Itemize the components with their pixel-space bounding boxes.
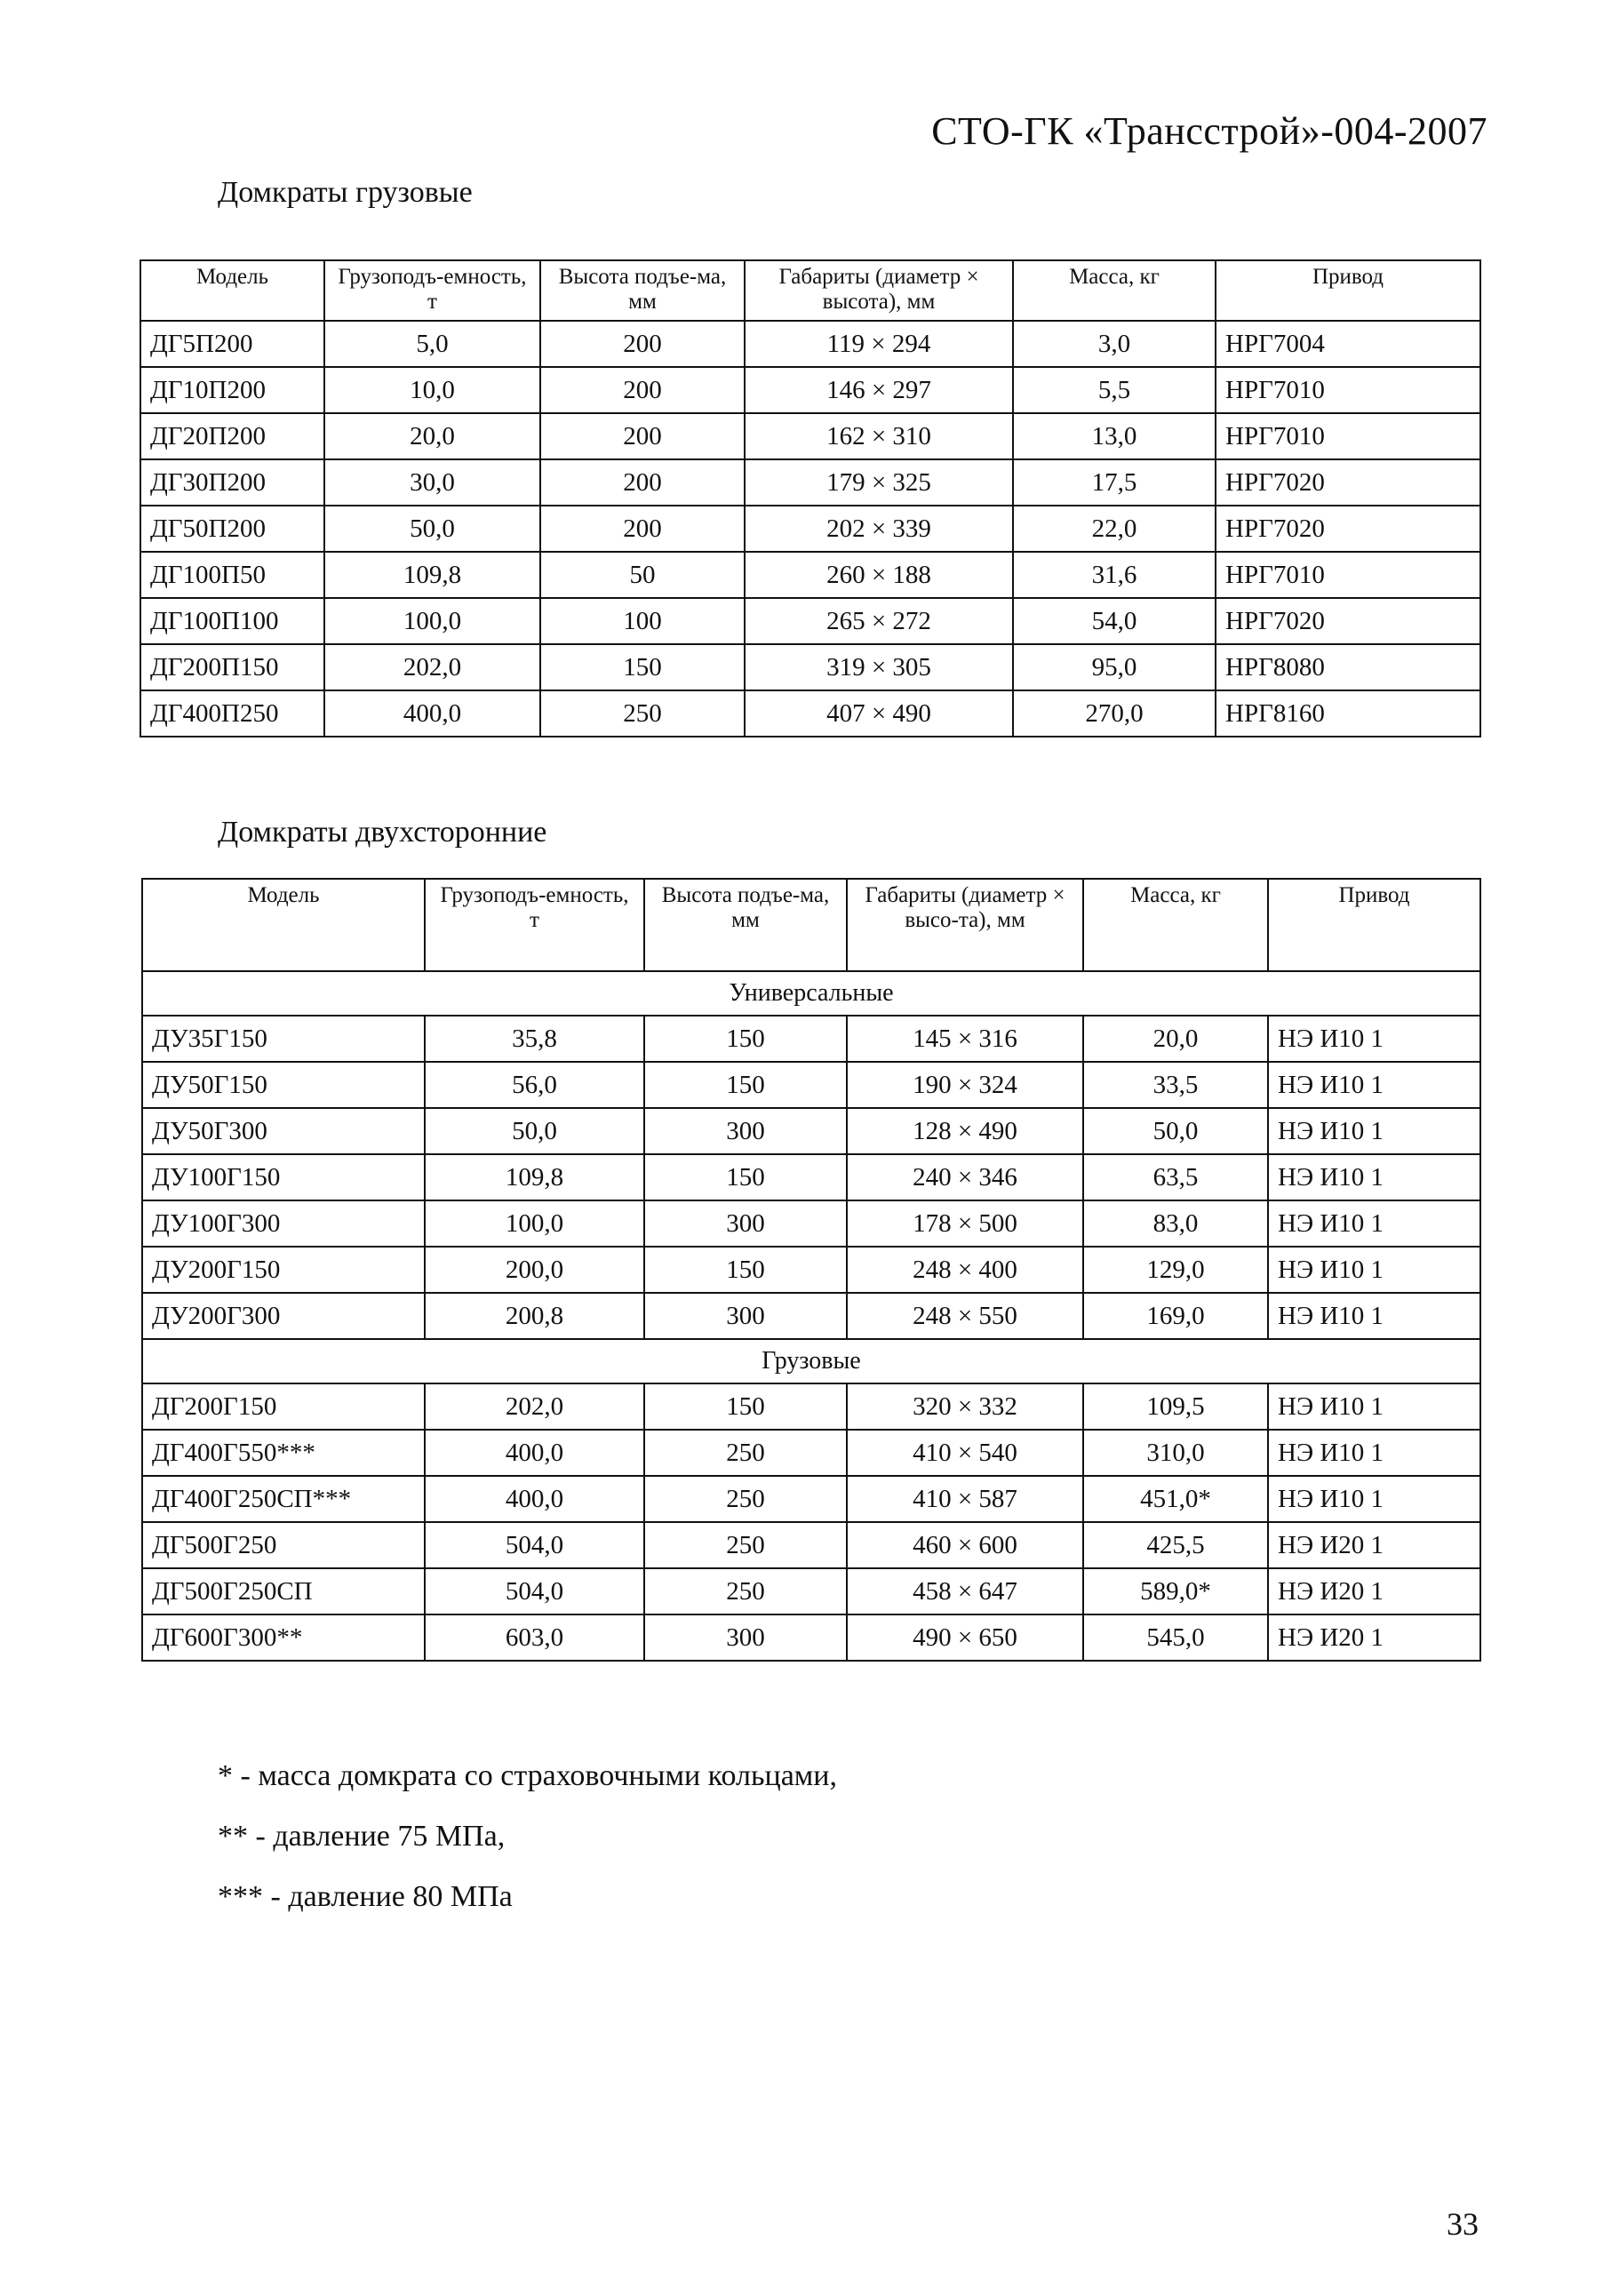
table-cell: НЭ И10 1 xyxy=(1268,1154,1480,1200)
section-row xyxy=(142,1339,1480,1383)
table-cell: 260 × 188 xyxy=(745,552,1013,598)
table-cell: ДГ400Г550*** xyxy=(142,1430,425,1476)
table-cell: ДУ50Г150 xyxy=(142,1062,425,1108)
table-cell: 145 × 316 xyxy=(847,1016,1083,1062)
table-cell: 202,0 xyxy=(425,1383,644,1430)
table-cell: 400,0 xyxy=(425,1430,644,1476)
table-cell: 504,0 xyxy=(425,1522,644,1568)
table-cell: 30,0 xyxy=(324,459,540,506)
table-cell: 54,0 xyxy=(1013,598,1216,644)
table-cell: НРГ7004 xyxy=(1216,321,1480,367)
table-cell: 250 xyxy=(644,1568,847,1614)
table-row xyxy=(142,1062,1480,1108)
table-cell: ДУ200Г150 xyxy=(142,1247,425,1293)
table-cell: 20,0 xyxy=(324,413,540,459)
table-cell: 400,0 xyxy=(324,690,540,737)
table-cell: 458 × 647 xyxy=(847,1568,1083,1614)
table-cell: НРГ8080 xyxy=(1216,644,1480,690)
table-row xyxy=(142,1016,1480,1062)
table-cell: 109,5 xyxy=(1083,1383,1268,1430)
table-cell: ДГ400Г250СП*** xyxy=(142,1476,425,1522)
table-cell: 407 × 490 xyxy=(745,690,1013,737)
table-cell: НРГ7010 xyxy=(1216,413,1480,459)
table-cell: 200 xyxy=(540,321,745,367)
table-cell: НЭ И10 1 xyxy=(1268,1062,1480,1108)
table-cell: 270,0 xyxy=(1013,690,1216,737)
table-row xyxy=(140,552,1480,598)
column-header: Высота подъе-ма, мм xyxy=(644,879,847,971)
table-cell: 100,0 xyxy=(324,598,540,644)
table-cell: ДУ50Г300 xyxy=(142,1108,425,1154)
column-header: Модель xyxy=(140,260,324,321)
table-cell: 410 × 587 xyxy=(847,1476,1083,1522)
table-cell: 50,0 xyxy=(1083,1108,1268,1154)
table-cell: 200,0 xyxy=(425,1247,644,1293)
table-cell: НЭ И20 1 xyxy=(1268,1614,1480,1661)
column-header: Габариты (диаметр × высо-та), мм xyxy=(847,879,1083,971)
table-cell: 400,0 xyxy=(425,1476,644,1522)
table-cell: 22,0 xyxy=(1013,506,1216,552)
table2-header-row xyxy=(142,879,1480,971)
table1-title: Домкраты грузовые xyxy=(218,176,473,209)
table-cell: 109,8 xyxy=(324,552,540,598)
table-row xyxy=(142,1293,1480,1339)
table-cell: 250 xyxy=(644,1522,847,1568)
table-cell: 119 × 294 xyxy=(745,321,1013,367)
table-cell: НРГ7020 xyxy=(1216,459,1480,506)
table-row xyxy=(140,413,1480,459)
table-cell: 17,5 xyxy=(1013,459,1216,506)
column-header: Габариты (диаметр × высота), мм xyxy=(745,260,1013,321)
table-cell: 20,0 xyxy=(1083,1016,1268,1062)
table-cell: 3,0 xyxy=(1013,321,1216,367)
column-header: Масса, кг xyxy=(1083,879,1268,971)
table-cell: 460 × 600 xyxy=(847,1522,1083,1568)
table-cell: 50,0 xyxy=(425,1108,644,1154)
table-cell: 200 xyxy=(540,459,745,506)
table-row xyxy=(142,1614,1480,1661)
table-cell: НЭ И10 1 xyxy=(1268,1383,1480,1430)
table-row xyxy=(142,1430,1480,1476)
table-cell: 150 xyxy=(644,1383,847,1430)
table-cell: НЭ И10 1 xyxy=(1268,1476,1480,1522)
table-cell: 63,5 xyxy=(1083,1154,1268,1200)
table-cell: 265 × 272 xyxy=(745,598,1013,644)
column-header: Грузоподъ-емность, т xyxy=(425,879,644,971)
table-cell: 150 xyxy=(644,1016,847,1062)
table-cell: 50,0 xyxy=(324,506,540,552)
table-cell: 425,5 xyxy=(1083,1522,1268,1568)
table-cell: 200 xyxy=(540,506,745,552)
footnote: *** - давление 80 МПа xyxy=(218,1880,513,1913)
table-cell: 109,8 xyxy=(425,1154,644,1200)
table-cell: ДГ200П150 xyxy=(140,644,324,690)
table-cell: 5,0 xyxy=(324,321,540,367)
jacks-double-acting-table xyxy=(141,878,1481,1662)
table-row xyxy=(142,1568,1480,1614)
table-cell: 319 × 305 xyxy=(745,644,1013,690)
table-cell: НРГ8160 xyxy=(1216,690,1480,737)
page-number: 33 xyxy=(1447,2206,1479,2242)
table-cell: 300 xyxy=(644,1200,847,1247)
table1-header-row xyxy=(140,260,1480,321)
table-cell: 310,0 xyxy=(1083,1430,1268,1476)
table-cell: ДГ50П200 xyxy=(140,506,324,552)
table-cell: ДГ500Г250СП xyxy=(142,1568,425,1614)
table-cell: НЭ И10 1 xyxy=(1268,1200,1480,1247)
table-cell: 200 xyxy=(540,413,745,459)
table-cell: 169,0 xyxy=(1083,1293,1268,1339)
table-cell: ДУ35Г150 xyxy=(142,1016,425,1062)
table-cell: 150 xyxy=(540,644,745,690)
column-header: Модель xyxy=(142,879,425,971)
table-cell: 250 xyxy=(644,1430,847,1476)
column-header: Грузоподъ-емность, т xyxy=(324,260,540,321)
table-cell: ДГ400П250 xyxy=(140,690,324,737)
table-cell: 300 xyxy=(644,1108,847,1154)
table-cell: 200 xyxy=(540,367,745,413)
table-cell: 178 × 500 xyxy=(847,1200,1083,1247)
table-cell: НЭ И10 1 xyxy=(1268,1016,1480,1062)
table-row xyxy=(142,1476,1480,1522)
table-row xyxy=(140,644,1480,690)
table-row xyxy=(142,1154,1480,1200)
table-cell: 56,0 xyxy=(425,1062,644,1108)
table-cell: НЭ И20 1 xyxy=(1268,1522,1480,1568)
table-cell: 240 × 346 xyxy=(847,1154,1083,1200)
table-cell: 202 × 339 xyxy=(745,506,1013,552)
table-row xyxy=(140,459,1480,506)
table-row xyxy=(140,367,1480,413)
table-row xyxy=(140,506,1480,552)
table-cell: 95,0 xyxy=(1013,644,1216,690)
table-cell: 248 × 400 xyxy=(847,1247,1083,1293)
table-cell: НЭ И10 1 xyxy=(1268,1293,1480,1339)
table-cell: ДГ100П100 xyxy=(140,598,324,644)
table-cell: ДГ100П50 xyxy=(140,552,324,598)
table-cell: НЭ И10 1 xyxy=(1268,1108,1480,1154)
table-cell: 31,6 xyxy=(1013,552,1216,598)
table-cell: 603,0 xyxy=(425,1614,644,1661)
table-cell: ДГ5П200 xyxy=(140,321,324,367)
footnote: * - масса домкрата со страховочными кольцами, xyxy=(218,1759,837,1792)
table-cell: 300 xyxy=(644,1293,847,1339)
table-cell: ДГ600Г300** xyxy=(142,1614,425,1661)
table-cell: 13,0 xyxy=(1013,413,1216,459)
table-cell: 589,0* xyxy=(1083,1568,1268,1614)
table-cell: НРГ7010 xyxy=(1216,552,1480,598)
table-cell: 100 xyxy=(540,598,745,644)
table-cell: 179 × 325 xyxy=(745,459,1013,506)
table-cell: 10,0 xyxy=(324,367,540,413)
table-cell: 545,0 xyxy=(1083,1614,1268,1661)
table-cell: ДГ30П200 xyxy=(140,459,324,506)
footnotes xyxy=(218,1746,837,1927)
table-cell: 150 xyxy=(644,1062,847,1108)
table-cell: 128 × 490 xyxy=(847,1108,1083,1154)
table-cell: ДГ10П200 xyxy=(140,367,324,413)
section-label: Универсальные xyxy=(142,971,1480,1016)
table-cell: 250 xyxy=(540,690,745,737)
footnote: ** - давление 75 МПа, xyxy=(218,1820,506,1853)
table-cell: НЭ И10 1 xyxy=(1268,1247,1480,1293)
column-header: Высота подъе-ма, мм xyxy=(540,260,745,321)
jacks-cargo-table xyxy=(140,259,1481,737)
table-cell: НЭ И20 1 xyxy=(1268,1568,1480,1614)
table1-body xyxy=(140,260,1480,737)
table-cell: 248 × 550 xyxy=(847,1293,1083,1339)
table-cell: 320 × 332 xyxy=(847,1383,1083,1430)
table-row xyxy=(142,1383,1480,1430)
table-row xyxy=(140,690,1480,737)
table-cell: ДУ100Г150 xyxy=(142,1154,425,1200)
table-row xyxy=(140,321,1480,367)
table-cell: 150 xyxy=(644,1154,847,1200)
column-header: Привод xyxy=(1268,879,1480,971)
table-cell: НРГ7010 xyxy=(1216,367,1480,413)
table-cell: 490 × 650 xyxy=(847,1614,1083,1661)
table-row xyxy=(140,598,1480,644)
table-cell: 410 × 540 xyxy=(847,1430,1083,1476)
table-cell: 162 × 310 xyxy=(745,413,1013,459)
table-cell: 50 xyxy=(540,552,745,598)
table-cell: 451,0* xyxy=(1083,1476,1268,1522)
section-label: Грузовые xyxy=(142,1339,1480,1383)
table-cell: НРГ7020 xyxy=(1216,506,1480,552)
table-cell: 33,5 xyxy=(1083,1062,1268,1108)
table-cell: 200,8 xyxy=(425,1293,644,1339)
table2-title: Домкраты двухсторонние xyxy=(218,816,547,849)
table-cell: 129,0 xyxy=(1083,1247,1268,1293)
column-header: Привод xyxy=(1216,260,1480,321)
table-cell: 250 xyxy=(644,1476,847,1522)
table-row xyxy=(142,1247,1480,1293)
table-row xyxy=(142,1200,1480,1247)
table-cell: 5,5 xyxy=(1013,367,1216,413)
table-row xyxy=(142,1108,1480,1154)
table-cell: 100,0 xyxy=(425,1200,644,1247)
table-cell: ДУ100Г300 xyxy=(142,1200,425,1247)
table-cell: ДГ20П200 xyxy=(140,413,324,459)
table-cell: 146 × 297 xyxy=(745,367,1013,413)
table-cell: ДГ500Г250 xyxy=(142,1522,425,1568)
table2-body xyxy=(142,879,1480,1661)
table-cell: 190 × 324 xyxy=(847,1062,1083,1108)
section-row xyxy=(142,971,1480,1016)
table-cell: 504,0 xyxy=(425,1568,644,1614)
table-cell: 300 xyxy=(644,1614,847,1661)
table-cell: НЭ И10 1 xyxy=(1268,1430,1480,1476)
table-cell: 202,0 xyxy=(324,644,540,690)
table-cell: ДУ200Г300 xyxy=(142,1293,425,1339)
table-cell: 35,8 xyxy=(425,1016,644,1062)
table-cell: ДГ200Г150 xyxy=(142,1383,425,1430)
table-cell: НРГ7020 xyxy=(1216,598,1480,644)
table-cell: 83,0 xyxy=(1083,1200,1268,1247)
table-cell: 150 xyxy=(644,1247,847,1293)
table-row xyxy=(142,1522,1480,1568)
document-code: СТО-ГК «Трансстрой»-004-2007 xyxy=(931,109,1487,153)
column-header: Масса, кг xyxy=(1013,260,1216,321)
